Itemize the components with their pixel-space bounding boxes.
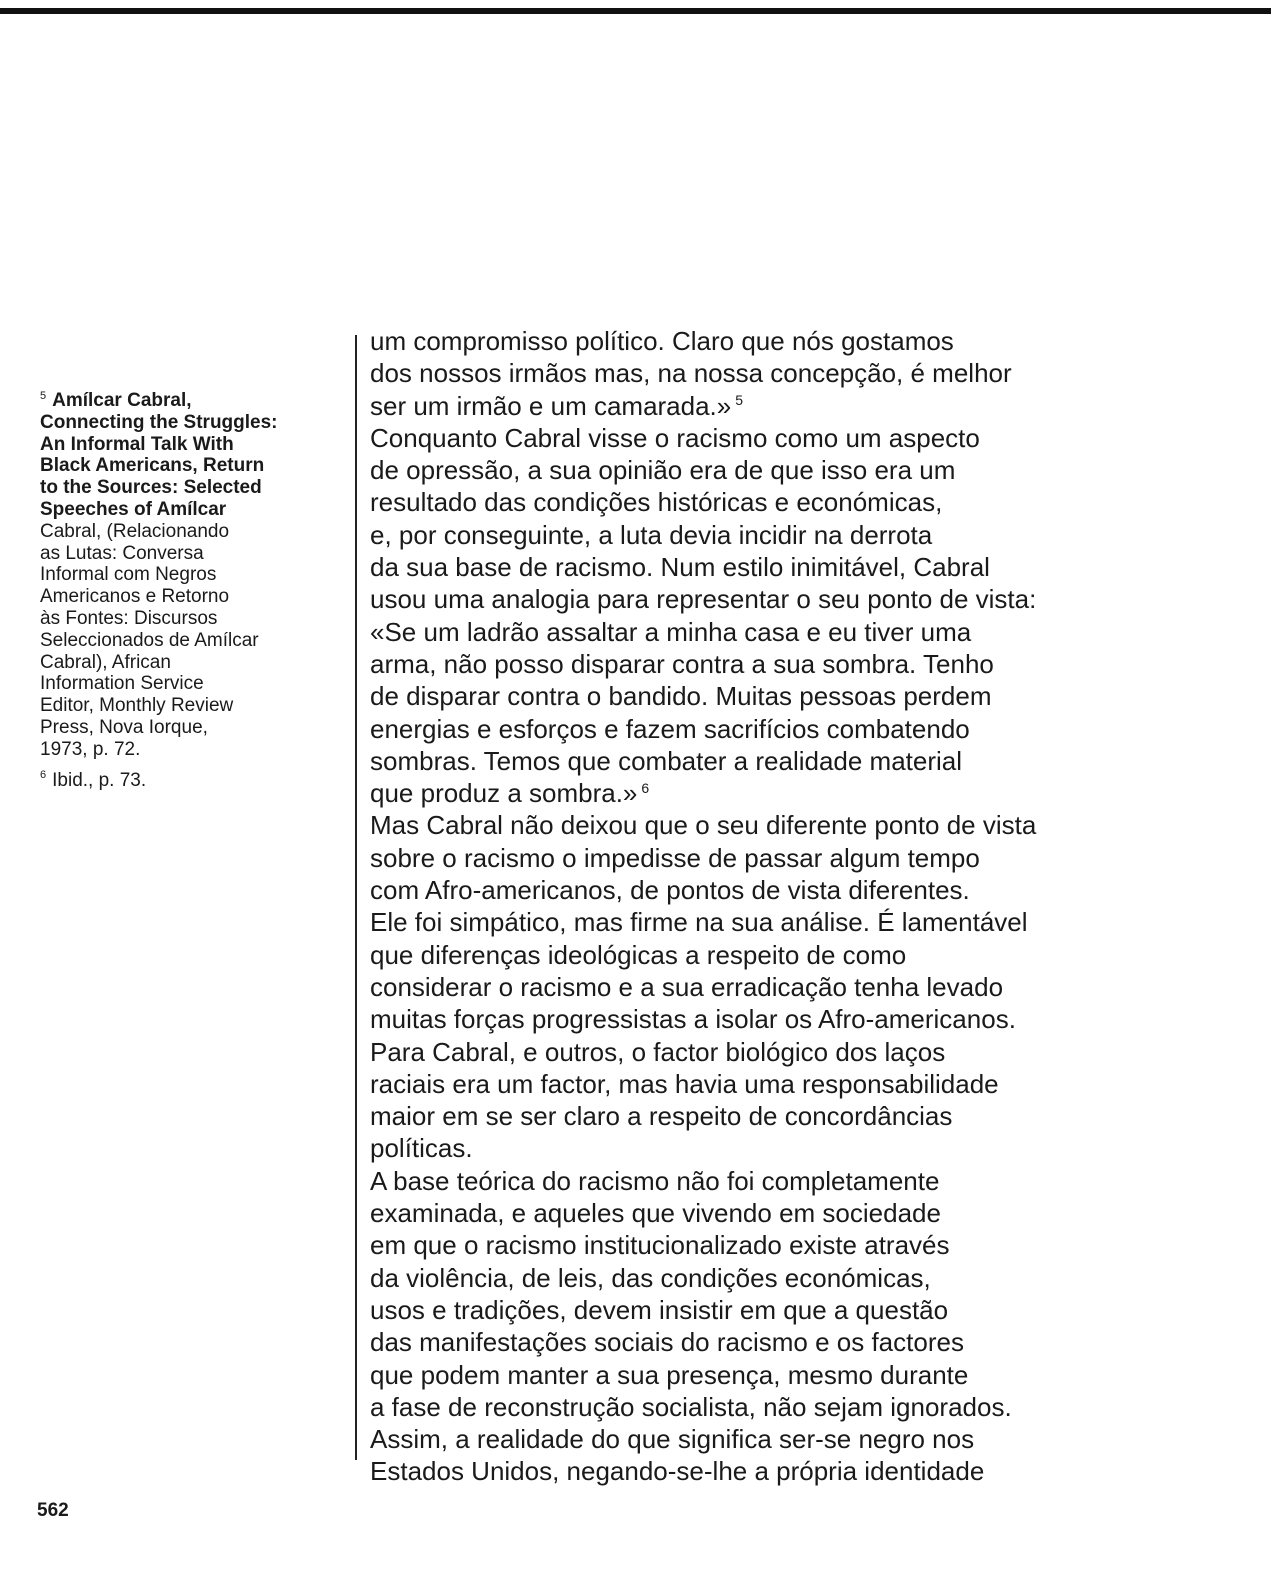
footnote-line: às Fontes: Discursos	[40, 607, 218, 629]
text-line: com Afro-americanos, de pontos de vista diferentes.	[370, 875, 970, 906]
footnote-line: Speeches of Amílcar	[40, 498, 227, 520]
text-line: usou uma analogia para representar o seu ponto de vista:	[370, 584, 1037, 615]
footnotes-column	[40, 390, 342, 800]
text-line: usos e tradições, devem insistir em que a questão	[370, 1294, 949, 1325]
column-divider-rule	[355, 335, 357, 1460]
text-line: da violência, de leis, das condições económicas,	[370, 1262, 931, 1293]
text-line: energias e esforços e fazem sacrifícios combatendo	[370, 713, 970, 744]
text-line: A base teórica do racismo não foi completamente	[370, 1165, 940, 1196]
footnote-line: Press, Nova Iorque,	[40, 716, 208, 738]
footnote-text: Ibid., p. 73.	[52, 769, 147, 791]
footnote-reference: 6	[641, 779, 650, 796]
footnote-5	[40, 390, 342, 761]
footnote-marker: 5	[40, 389, 47, 402]
footnote-line: 1973, p. 72.	[40, 738, 141, 760]
text-line: em que o racismo institucionalizado existe através	[370, 1230, 950, 1261]
text-line: e, por conseguinte, a luta devia incidir na derrota	[370, 519, 933, 550]
text-line: Para Cabral, e outros, o factor biológico dos laços	[370, 1036, 946, 1067]
text-line: Conquanto Cabral visse o racismo como um aspecto	[370, 422, 980, 453]
main-text-column	[370, 325, 1190, 1488]
footnote-line: Editor, Monthly Review	[40, 695, 234, 717]
footnote-marker: 6	[40, 769, 47, 782]
text-line-content: ser um irmão e um camarada.»	[370, 390, 732, 421]
footnote-line: Information Service	[40, 673, 204, 695]
text-line: da sua base de racismo. Num estilo inimitável, Cabral	[370, 552, 990, 583]
footnote-reference: 5	[735, 391, 744, 408]
text-line: sobre o racismo o impedisse de passar algum tempo	[370, 842, 980, 873]
text-line: muitas forças progressistas a isolar os Afro-americanos.	[370, 1004, 1016, 1035]
text-line: raciais era um factor, mas havia uma responsabilidade	[370, 1068, 999, 1099]
text-line: de opressão, a sua opinião era de que isso era um	[370, 455, 956, 486]
text-line: «Se um ladrão assaltar a minha casa e eu tiver uma	[370, 616, 972, 647]
text-line: examinada, e aqueles que vivendo em sociedade	[370, 1198, 941, 1229]
top-border-rule	[0, 8, 1271, 14]
footnote-author: Amílcar Cabral,	[52, 390, 192, 411]
text-line: sombras. Temos que combater a realidade material	[370, 745, 963, 776]
text-line: um compromisso político. Claro que nós gostamos	[370, 326, 954, 356]
footnote-6	[40, 770, 342, 792]
footnote-line: An Informal Talk With	[40, 433, 234, 455]
text-line: dos nossos irmãos mas, na nossa concepção, é melhor	[370, 358, 1012, 389]
footnote-line: Cabral, (Relacionando	[40, 520, 230, 542]
footnote-line: Cabral), African	[40, 651, 171, 673]
text-line: das manifestações sociais do racismo e os factores	[370, 1327, 964, 1358]
text-line: a fase de reconstrução socialista, não sejam ignorados.	[370, 1391, 1012, 1422]
text-line: de disparar contra o bandido. Muitas pessoas perdem	[370, 681, 992, 712]
text-line: políticas.	[370, 1133, 473, 1164]
text-line: Assim, a realidade do que significa ser-se negro nos	[370, 1424, 975, 1455]
footnote-line: as Lutas: Conversa	[40, 542, 204, 564]
footnote-line: Seleccionados de Amílcar	[40, 629, 259, 651]
footnote-line: to the Sources: Selected	[40, 477, 262, 499]
text-line: Mas Cabral não deixou que o seu diferente ponto de vista	[370, 810, 1037, 841]
footnote-line: Black Americans, Return	[40, 455, 265, 477]
text-line-content: que produz a sombra.»	[370, 778, 638, 809]
text-line: que podem manter a sua presença, mesmo durante	[370, 1359, 969, 1390]
text-line: resultado das condições históricas e económicas,	[370, 487, 943, 518]
text-line: maior em se ser claro a respeito de concordâncias	[370, 1101, 953, 1132]
page-number: 562	[37, 1500, 69, 1521]
footnote-line	[40, 770, 342, 792]
text-line	[370, 390, 1190, 422]
footnote-line: Connecting the Struggles:	[40, 411, 278, 433]
text-line: Ele foi simpático, mas firme na sua análise. É lamentável	[370, 907, 1028, 938]
text-line: Estados Unidos, negando-se-lhe a própria identidade	[370, 1456, 985, 1487]
text-line: arma, não posso disparar contra a sua sombra. Tenho	[370, 648, 994, 679]
text-line: considerar o racismo e a sua erradicação tenha levado	[370, 971, 1004, 1002]
footnote-line: Informal com Negros	[40, 564, 217, 586]
text-line: que diferenças ideológicas a respeito de como	[370, 939, 907, 970]
footnote-line: Americanos e Retorno	[40, 586, 230, 608]
footnote-line	[40, 390, 342, 412]
text-line	[370, 777, 1190, 809]
